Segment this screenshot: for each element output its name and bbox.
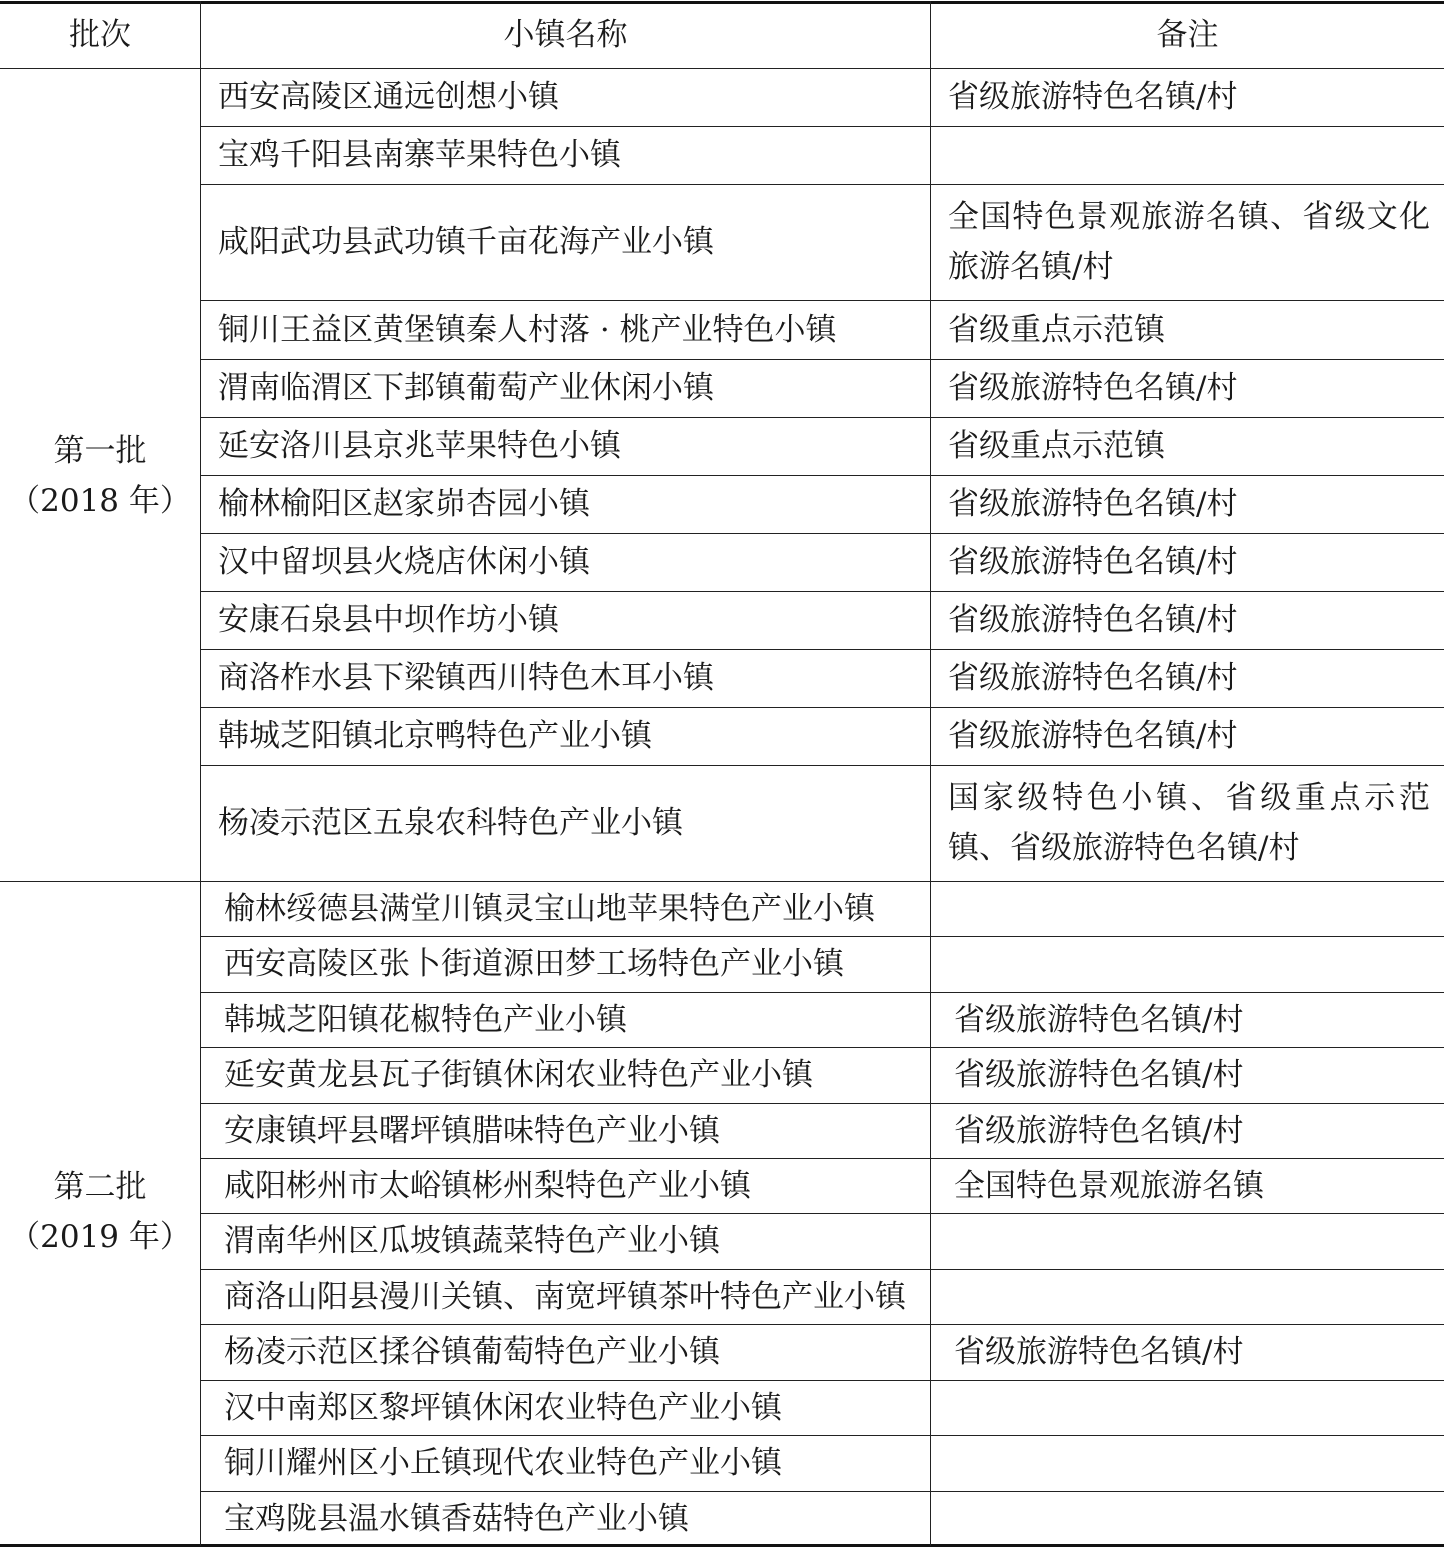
col-divider-1 — [200, 1, 201, 1546]
town-name-cell: 杨凌示范区揉谷镇葡萄特色产业小镇 — [224, 1334, 720, 1370]
note-cell: 省级旅游特色名镇/村 — [948, 544, 1238, 580]
town-name-cell: 韩城芝阳镇花椒特色产业小镇 — [224, 1001, 627, 1038]
table-top-rule — [0, 1, 1444, 4]
town-name-cell: 西安高陵区张卜街道源田梦工场特色产业小镇 — [224, 946, 844, 982]
batch-1-label — [0, 426, 200, 526]
town-name-cell: 杨凌示范区五泉农科特色产业小镇 — [218, 805, 683, 841]
row-divider — [200, 936, 1444, 937]
row-divider — [200, 417, 1444, 418]
header-town-name: 小镇名称 — [503, 17, 628, 53]
note-cell: 省级重点示范镇 — [948, 428, 1165, 464]
note-cell: 全国特色景观旅游名镇、省级文化旅游名镇/村 — [948, 199, 1430, 285]
note-cell: 国家级特色小镇、省级重点示范镇、省级旅游特色名镇/村 — [948, 780, 1430, 866]
town-name-cell: 榆林榆阳区赵家峁杏园小镇 — [218, 486, 590, 522]
header-batch: 批次 — [69, 17, 131, 53]
town-name-cell: 咸阳武功县武功镇千亩花海产业小镇 — [218, 224, 714, 260]
note-cell: 省级旅游特色名镇/村 — [948, 660, 1238, 696]
row-divider — [200, 1103, 1444, 1104]
row-divider — [200, 649, 1444, 650]
town-name-cell: 汉中留坝县火烧店休闲小镇 — [218, 544, 590, 580]
row-divider — [200, 1213, 1444, 1214]
note-cell: 全国特色景观旅游名镇 — [954, 1167, 1264, 1204]
table-bottom-rule — [0, 1544, 1444, 1547]
header-bottom-rule — [0, 68, 1444, 69]
group-divider-rule — [0, 881, 1444, 882]
row-divider — [200, 359, 1444, 360]
town-name-cell: 西安高陵区通远创想小镇 — [218, 79, 559, 115]
row-divider — [200, 1158, 1444, 1159]
row-divider — [200, 475, 1444, 476]
note-cell: 省级旅游特色名镇/村 — [954, 1057, 1244, 1093]
batch-2-title: 第二批 — [53, 1169, 147, 1205]
batch-2-year: （2019 年） — [9, 1219, 191, 1255]
town-name-cell: 铜川耀州区小丘镇现代农业特色产业小镇 — [224, 1445, 782, 1481]
town-name-cell: 安康石泉县中坝作坊小镇 — [218, 602, 559, 638]
note-cell: 省级重点示范镇 — [948, 311, 1165, 348]
note-cell: 省级旅游特色名镇/村 — [948, 602, 1238, 638]
town-name-cell: 咸阳彬州市太峪镇彬州梨特色产业小镇 — [224, 1167, 751, 1204]
row-divider — [200, 533, 1444, 534]
row-divider — [200, 1269, 1444, 1270]
town-name-cell: 宝鸡陇县温水镇香菇特色产业小镇 — [224, 1500, 689, 1537]
town-name-cell: 宝鸡千阳县南寨苹果特色小镇 — [218, 137, 621, 173]
row-divider — [200, 1491, 1444, 1492]
row-divider — [200, 1380, 1444, 1381]
town-name-cell: 安康镇坪县曙坪镇腊味特色产业小镇 — [224, 1112, 720, 1149]
batch-1-title: 第一批 — [53, 433, 147, 469]
row-divider — [200, 992, 1444, 993]
header-note: 备注 — [1156, 17, 1219, 53]
town-name-cell: 渭南华州区瓜坡镇蔬菜特色产业小镇 — [224, 1223, 720, 1259]
row-divider — [200, 1324, 1444, 1325]
col-divider-2 — [930, 1, 931, 1546]
town-name-cell: 商洛山阳县漫川关镇、南宽坪镇茶叶特色产业小镇 — [224, 1278, 906, 1315]
row-divider — [200, 1047, 1444, 1048]
batch-1-year: （2018 年） — [9, 483, 191, 519]
batch-2-label — [0, 1162, 200, 1262]
town-name-cell: 延安洛川县京兆苹果特色小镇 — [218, 428, 621, 464]
row-divider — [200, 707, 1444, 708]
note-cell: 省级旅游特色名镇/村 — [954, 1001, 1244, 1038]
town-name-cell: 韩城芝阳镇北京鸭特色产业小镇 — [218, 718, 652, 754]
note-cell: 省级旅游特色名镇/村 — [948, 79, 1238, 115]
town-name-cell: 汉中南郑区黎坪镇休闲农业特色产业小镇 — [224, 1389, 782, 1426]
town-name-cell: 延安黄龙县瓦子街镇休闲农业特色产业小镇 — [224, 1057, 813, 1093]
row-divider — [200, 184, 1444, 185]
row-divider — [200, 1435, 1444, 1436]
row-divider — [200, 591, 1444, 592]
town-name-cell: 渭南临渭区下邽镇葡萄产业休闲小镇 — [218, 370, 714, 406]
row-divider — [200, 300, 1444, 301]
town-name-cell: 铜川王益区黄堡镇秦人村落 · 桃产业特色小镇 — [218, 311, 837, 348]
note-cell: 省级旅游特色名镇/村 — [954, 1334, 1244, 1370]
row-divider — [200, 126, 1444, 127]
row-divider — [200, 765, 1444, 766]
note-cell: 省级旅游特色名镇/村 — [948, 486, 1238, 522]
town-name-cell: 商洛柞水县下梁镇西川特色木耳小镇 — [218, 660, 714, 696]
note-cell: 省级旅游特色名镇/村 — [948, 718, 1238, 754]
town-name-cell: 榆林绥德县满堂川镇灵宝山地苹果特色产业小镇 — [224, 890, 875, 927]
note-cell: 省级旅游特色名镇/村 — [954, 1112, 1244, 1149]
note-cell: 省级旅游特色名镇/村 — [948, 370, 1238, 406]
